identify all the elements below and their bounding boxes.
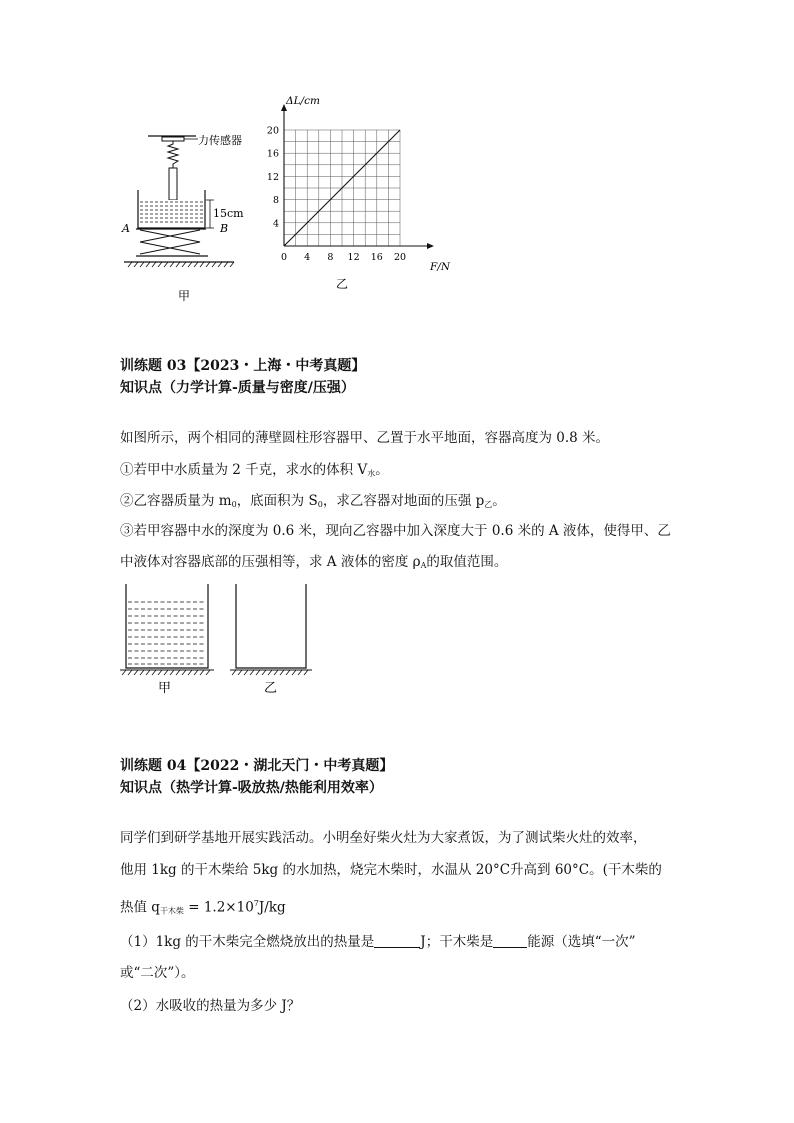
problem4-knowledge: 知识点（热学计算-吸放热/热能利用效率） xyxy=(120,780,383,796)
container-jia-caption: 甲 xyxy=(158,681,172,696)
spring xyxy=(168,141,178,168)
x-tick-label: 20 xyxy=(393,252,407,263)
container-jia xyxy=(126,584,208,668)
water xyxy=(139,200,204,227)
problem3-q2: ②乙容器质量为 $m_0$，底面积为 $S_0$，求乙容器对地面的压强 $p_乙$。 xyxy=(120,493,506,509)
problem4-sub1: （1）1kg 的干木柴完全燃烧放出的热量是 J；干木柴是 能源（选填“一次” xyxy=(120,934,636,950)
x-tick-label: 4 xyxy=(304,252,311,263)
x-tick-label: 16 xyxy=(370,252,383,263)
figure-yi-caption: 乙 xyxy=(336,277,349,291)
x-tick-label: 12 xyxy=(347,252,360,263)
label-a: A xyxy=(122,222,130,235)
answer-blank-2[interactable] xyxy=(493,933,527,948)
problem4-line3: 热值 $q_{干木柴} = 1.2\times 10^7J/kg$ xyxy=(120,899,286,916)
y-tick-label: 16 xyxy=(266,148,279,160)
problem4-heading: 训练题 04【2022・湖北天门・中考真题】 xyxy=(120,758,394,774)
problem4-sub1-cont: 或“二次”）。 xyxy=(120,965,195,981)
figure-jia-caption: 甲 xyxy=(178,289,191,303)
problem3-q3-line2: 中液体对容器底部的压强相等，求 A 液体的密度 $\rho_A$的取值范围。 xyxy=(120,554,508,570)
problem3-q3-line1: ③若甲容器中水的深度为 0.6 米，现向乙容器中加入深度大于 0.6 米的 A 液体，使得甲、乙 xyxy=(120,523,671,539)
scissor-lift xyxy=(140,230,200,254)
x-tick-label: 0 xyxy=(280,252,288,263)
sensor-label: 力传感器 xyxy=(198,134,242,147)
problem4-line1: 同学们到研学基地开展实践活动。小明垒好柴火灶为大家煮饭，为了测试柴火灶的效率， xyxy=(120,830,647,846)
y-tick-label: 8 xyxy=(272,195,279,207)
problem3-knowledge: 知识点（力学计算-质量与密度/压强） xyxy=(120,380,355,396)
problem3-intro: 如图所示，两个相同的薄壁圆柱形容器甲、乙置于水平地面，容器高度为 0.8 米。 xyxy=(120,430,610,446)
y-tick-label: 4 xyxy=(272,218,279,230)
y-tick-label: 12 xyxy=(266,171,279,183)
container-yi xyxy=(236,584,306,668)
problem3-q1: ①若甲中水质量为 2 千克，求水的体积 $V_水$。 xyxy=(120,462,389,478)
rod xyxy=(169,168,177,200)
force-sensor xyxy=(162,137,184,141)
problem3-heading: 训练题 03【2023・上海・中考真题】 xyxy=(120,358,366,374)
figure-yi-chart xyxy=(264,96,464,296)
y-axis-label: ΔL/cm xyxy=(286,96,320,107)
answer-blank-1[interactable] xyxy=(374,933,420,948)
x-axis-arrow xyxy=(427,243,434,249)
container-jia-water xyxy=(128,602,206,664)
label-b: B xyxy=(220,222,229,235)
figure-jia xyxy=(118,118,258,308)
problem4-line2: 他用 1kg 的干木柴给 5kg 的水加热，烧完木柴时，水温从 20°C升高到 60°C。(干木柴的 xyxy=(120,862,662,878)
container-yi-caption: 乙 xyxy=(264,681,278,696)
height-label: 15cm xyxy=(213,207,244,220)
x-axis-label: F/N xyxy=(430,261,451,273)
ground-hatching xyxy=(122,670,308,675)
figure-containers xyxy=(118,578,318,698)
x-tick-label: 8 xyxy=(327,252,334,263)
y-tick-label: 20 xyxy=(266,125,279,137)
problem4-sub2: （2）水吸收的热量为多少 J？ xyxy=(120,998,301,1014)
